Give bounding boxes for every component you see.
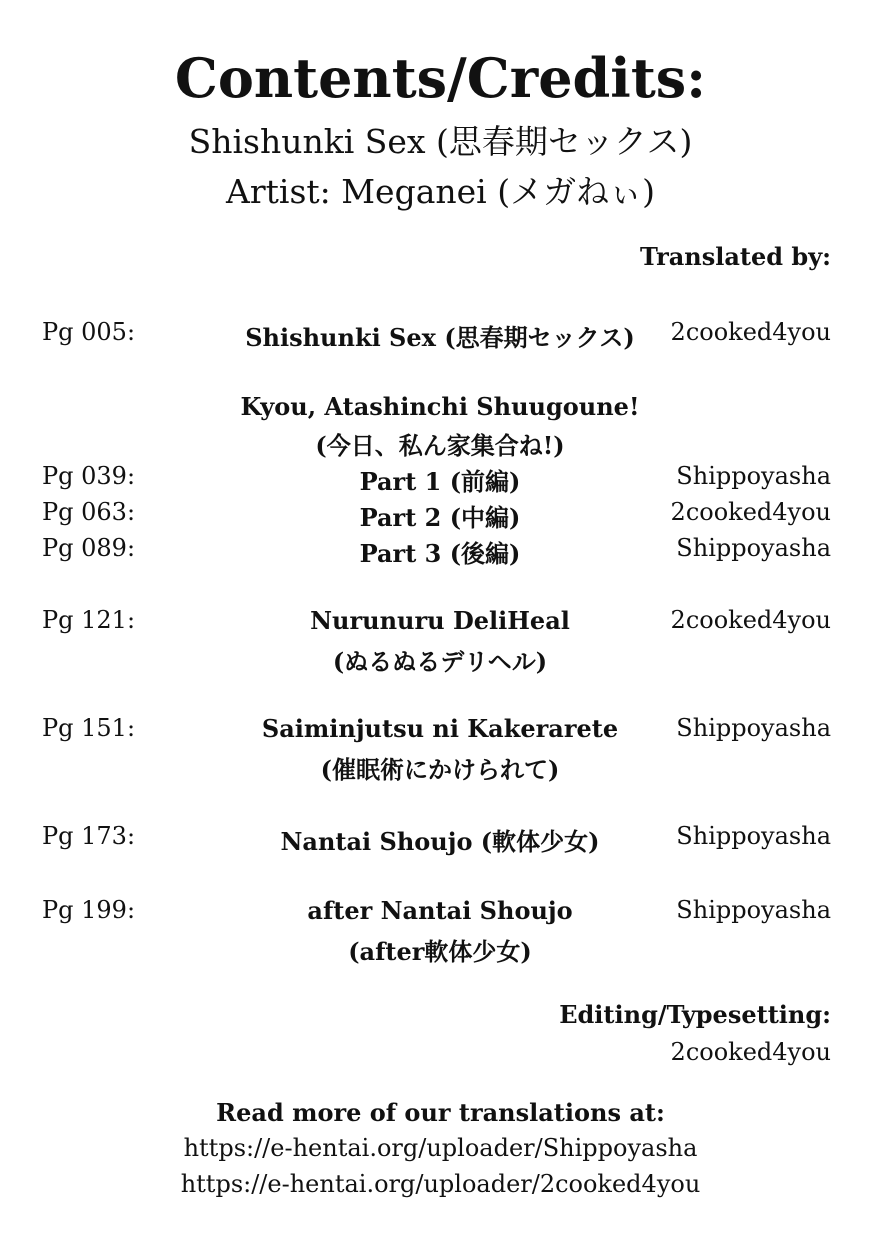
page-title: Contents/Credits:: [174, 46, 707, 110]
chapter-title: Nurunuru DeliHeal: [310, 606, 570, 635]
chapter-title: Kyou, Atashinchi Shuugoune!: [240, 392, 640, 421]
chapter-title: Nantai Shoujo (軟体少女): [280, 827, 600, 856]
chapter-title-japanese: (ぬるぬるデリヘル): [332, 647, 548, 676]
page-number: Pg 005:: [42, 318, 136, 346]
page-number: Pg 173:: [42, 822, 136, 850]
uploader-link-shippoyasha[interactable]: https://e-hentai.org/uploader/Shippoyasha: [183, 1134, 698, 1162]
chapter-title: after Nantai Shoujo: [307, 896, 573, 925]
uploader-link-2cooked4you[interactable]: https://e-hentai.org/uploader/2cooked4you: [180, 1170, 701, 1198]
translator-name: Shippoyasha: [676, 822, 831, 850]
chapter-title: Saiminjutsu ni Kakerarete: [261, 714, 619, 743]
editing-heading: Editing/Typesetting:: [559, 1000, 831, 1029]
translated-by-heading: Translated by:: [639, 242, 831, 271]
chapter-title: Part 1 (前編): [359, 467, 521, 496]
page-number: Pg 039:: [42, 462, 136, 490]
translator-name: 2cooked4you: [670, 498, 831, 526]
artist-line: Artist: Meganei (メガねぃ): [226, 172, 655, 211]
chapter-title-japanese: (催眠術にかけられて): [320, 755, 560, 784]
read-more-text: Read more of our translations at:: [216, 1098, 665, 1127]
translator-name: 2cooked4you: [670, 318, 831, 346]
translator-name: 2cooked4you: [670, 606, 831, 634]
translator-name: Shippoyasha: [676, 462, 831, 490]
translator-name: Shippoyasha: [676, 534, 831, 562]
work-subtitle: Shishunki Sex (思春期セックス): [188, 122, 693, 161]
chapter-title-japanese: (今日、私ん家集合ね!): [315, 431, 565, 460]
page-number: Pg 199:: [42, 896, 136, 924]
page-number: Pg 121:: [42, 606, 136, 634]
page-number: Pg 089:: [42, 534, 136, 562]
page-number: Pg 063:: [42, 498, 136, 526]
chapter-title: Part 3 (後編): [359, 539, 521, 568]
chapter-title-japanese: (after軟体少女): [348, 937, 532, 966]
editor-name: 2cooked4you: [670, 1038, 831, 1066]
page-number: Pg 151:: [42, 714, 136, 742]
translator-name: Shippoyasha: [676, 714, 831, 742]
chapter-title: Shishunki Sex (思春期セックス): [245, 323, 635, 352]
translator-name: Shippoyasha: [676, 896, 831, 924]
chapter-title: Part 2 (中編): [359, 503, 521, 532]
